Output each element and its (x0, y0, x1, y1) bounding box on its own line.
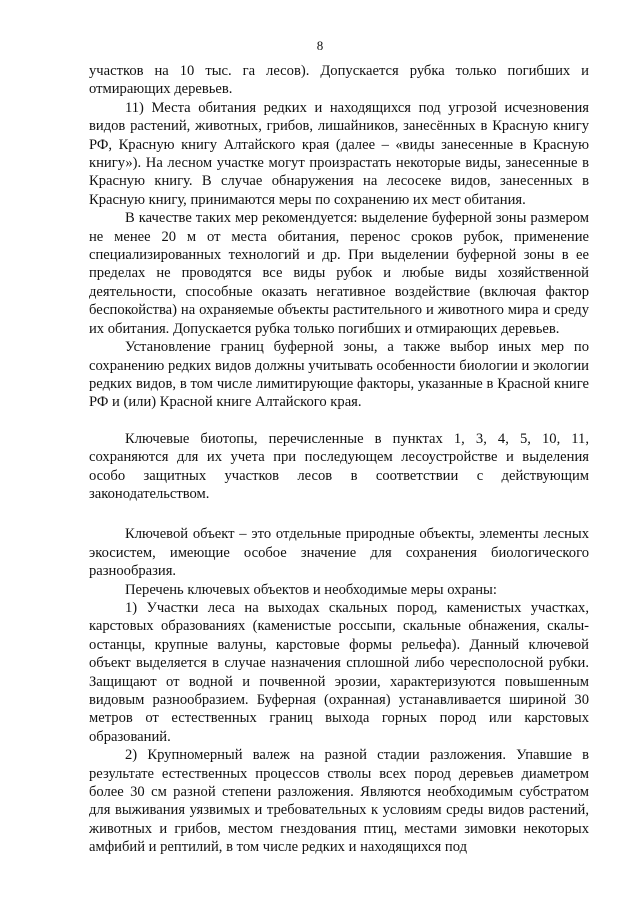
document-body (89, 62, 589, 857)
paragraph-key-objects-list-intro: Перечень ключевых объектов и необходимые меры охраны: (125, 581, 497, 598)
paragraph-spacer (89, 412, 589, 430)
page-number: 8 (316, 38, 324, 53)
paragraph-key-object-2: 2) Крупномерный валеж на разной стадии разложения. Упавшие в результате естественных процессов стволы всех пород деревьев диаметром более 30 см разной степени разложения. Являются необходимым субстратом для выживания уязвимых и требовательных к условиям среды видов растений, животных и грибов, местом гнездования птиц, местами зимовки некоторых амфибий и рептилий, в том числе редких и находящихся под (89, 747, 589, 856)
paragraph-key-object-1: 1) Участки леса на выходах скальных пород, каменистых участках, карстовых образованиях (каменистые россыпи, скальные обнажения, скалы-останцы, крупные валуны, карстовые формы рельефа). Данный ключевой объект выделяется в случае назначения сплошной либо чересполосной рубки. Защищают от водной и почвенной эрозии, характеризуются повышенным видовым разнообразием. Буферная (охранная) устанавливается шириной 30 метров от естественных границ выхода горных пород или карстовых образований. (89, 599, 589, 745)
paragraph-item-11: 11) Места обитания редких и находящихся под угрозой исчезновения видов растений, животных, грибов, лишайников, занесённых в Красную книгу РФ, Красную книгу Алтайского края (далее – «виды занесенные в Красную книгу»). На лесном участке могут произрастать некоторые виды, занесенные в Красную книгу. В случае обнаружения на лесосеке видов, занесенных в Красную книгу, принимаются меры по сохранению их мест обитания. (89, 99, 589, 208)
paragraph-key-object-definition: Ключевой объект – это отдельные природные объекты, элементы лесных экосистем, имеющие особое значение для сохранения биологического разнообразия. (89, 526, 589, 580)
paragraph-key-biotopes: Ключевые биотопы, перечисленные в пунктах 1, 3, 4, 5, 10, 11, сохраняются для их учета при последующем лесоустройстве и выделения особо защитных участков лесов в соответствии с действующим законодательством. (89, 430, 589, 502)
paragraph-buffer-zone-boundaries: Установление границ буферной зоны, а также выбор иных мер по сохранению редких видов должны учитывать особенности биологии и экологии редких видов, в том числе лимитирующие факторы, указанные в Красной книге РФ и (или) Красной книге Алтайского края. (89, 339, 589, 411)
paragraph-buffer-zone-measures: В качестве таких мер рекомендуется: выделение буферной зоны размером не менее 20 м от места обитания, перенос сроков рубок, применение специализированных технологий и др. При выделении буферной зоны в ее пределах не проводятся все виды рубок и любые виды хозяйственной деятельности, способные оказать негативное воздействие (включая фактор беспокойства) на охраняемые объекты растительного и животного мира и среду их обитания. Допускается рубка только погибших и отмирающих деревьев. (89, 210, 589, 337)
paragraph-continuation: участков на 10 тыс. га лесов). Допускается рубка только погибших и отмирающих деревьев. (89, 63, 589, 98)
paragraph-spacer (89, 503, 589, 525)
